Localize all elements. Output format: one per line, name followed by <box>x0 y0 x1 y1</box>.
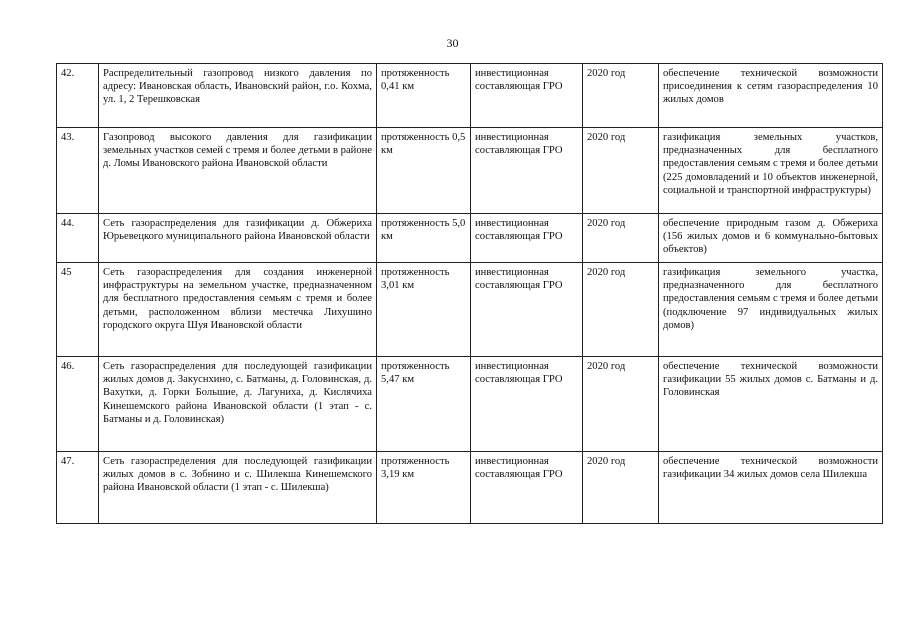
implementation-year: 2020 год <box>583 128 659 214</box>
implementation-year: 2020 год <box>583 263 659 357</box>
funding-source: инвестиционная составляющая ГРО <box>471 263 583 357</box>
row-number: 43. <box>57 128 99 214</box>
table-row <box>57 452 883 524</box>
expected-result: обеспечение технической возможности присоединения к сетям газораспределения 10 жилых домов <box>659 64 883 128</box>
object-name: Сеть газораспределения для последующей газификации жилых домов д. Закуснхино, с. Батманы, д. Головинская, д. Вахутки, д. Горки Большие, д. Лагуниха, д. Кислячиха Кинешемского района Ивановской области (1 этап - с. Батманы и д. Головинская) <box>99 357 377 452</box>
expected-result: обеспечение технической возможности газификации 55 жилых домов с. Батманы и д. Головинская <box>659 357 883 452</box>
object-name: Газопровод высокого давления для газификации земельных участков семей с тремя и более детьми в районе д. Ломы Ивановского района Ивановской области <box>99 128 377 214</box>
table-row <box>57 357 883 452</box>
table-row <box>57 263 883 357</box>
row-number: 44. <box>57 214 99 263</box>
object-name: Сеть газораспределения для газификации д. Обжериха Юрьевецкого муниципального района Ивановской области <box>99 214 377 263</box>
implementation-year: 2020 год <box>583 214 659 263</box>
row-number: 47. <box>57 452 99 524</box>
expected-result: газификация земельного участка, предназначенного для бесплатного предоставления семьям с тремя и более детьми (подключение 97 индивидуальных жилых домов) <box>659 263 883 357</box>
length-parameter: протяженность 5,0 км <box>377 214 471 263</box>
implementation-year: 2020 год <box>583 357 659 452</box>
object-name: Распределительный газопровод низкого давления по адресу: Ивановская область, Ивановский район, г.о. Кохма, ул. 1, 2 Терешковская <box>99 64 377 128</box>
expected-result: газификация земельных участков, предназначенных для бесплатного предоставления семьям с тремя и более детьми (225 домовладений и 10 объектов инженерной, социальной и транспортной инфраструктуры) <box>659 128 883 214</box>
page-number: 30 <box>446 36 459 50</box>
implementation-year: 2020 год <box>583 452 659 524</box>
expected-result: обеспечение технической возможности газификации 34 жилых домов села Шилекша <box>659 452 883 524</box>
funding-source: инвестиционная составляющая ГРО <box>471 214 583 263</box>
table-row <box>57 128 883 214</box>
length-parameter: протяженность 0,5 км <box>377 128 471 214</box>
funding-source: инвестиционная составляющая ГРО <box>471 64 583 128</box>
length-parameter: протяженность 3,01 км <box>377 263 471 357</box>
funding-source: инвестиционная составляющая ГРО <box>471 128 583 214</box>
funding-source: инвестиционная составляющая ГРО <box>471 452 583 524</box>
implementation-year: 2020 год <box>583 64 659 128</box>
table-row <box>57 214 883 263</box>
table-row <box>57 64 883 128</box>
length-parameter: протяженность 5,47 км <box>377 357 471 452</box>
row-number: 45 <box>57 263 99 357</box>
length-parameter: протяженность 3,19 км <box>377 452 471 524</box>
row-number: 42. <box>57 64 99 128</box>
row-number: 46. <box>57 357 99 452</box>
gas-network-table <box>56 63 883 524</box>
funding-source: инвестиционная составляющая ГРО <box>471 357 583 452</box>
expected-result: обеспечение природным газом д. Обжериха (156 жилых домов и 6 коммунально-бытовых объектов) <box>659 214 883 263</box>
object-name: Сеть газораспределения для создания инженерной инфраструктуры на земельном участке, предназначенном для бесплатного предоставления семьям с тремя и более детьми, расположенном вблизи местечка Лихушино городского округа Шуя Ивановской области <box>99 263 377 357</box>
object-name: Сеть газораспределения для последующей газификации жилых домов в с. Зобнино и с. Шилекша Кинешемского района Ивановской области (1 этап - с. Шилекша) <box>99 452 377 524</box>
length-parameter: протяженность 0,41 км <box>377 64 471 128</box>
